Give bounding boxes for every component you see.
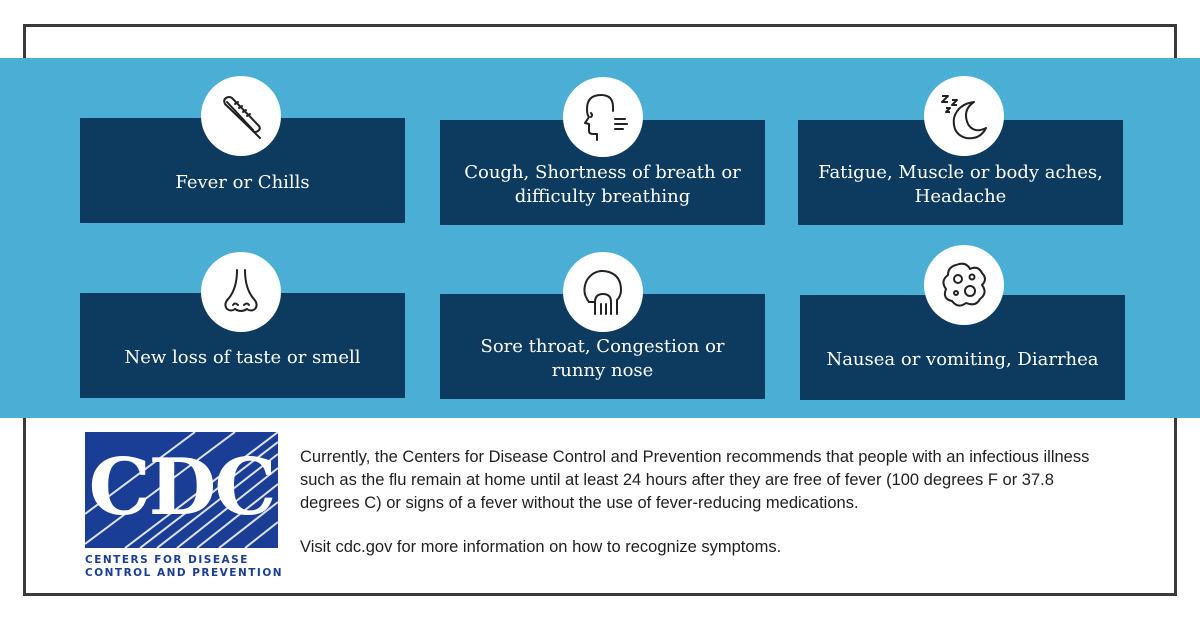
moon-sleep-icon [924,76,1004,156]
info-paragraph-visit: Visit cdc.gov for more information on how to recognize symptoms. [300,538,782,556]
thermometer-icon [201,76,281,156]
symptom-label: Nausea or vomiting, Diarrhea [826,348,1099,370]
stomach-icon [924,245,1004,325]
info-paragraph-recommendation: Currently, the Centers for Disease Control and Prevention recommends that people with an infectious illness such as the flu remain at home until at least 24 hours after they are free of fever (100 degrees F or 37.8 degrees C) or signs of a fever without the use of fever-reducing medications. [300,448,1090,512]
throat-icon [563,252,643,332]
symptom-label: Cough, Shortness of breath or difficulty breathing [464,161,741,207]
cdc-logo-line1: CENTERS FOR DISEASE [85,554,249,566]
cdc-logo [85,432,284,579]
cough-face-icon [563,77,643,157]
cdc-logo-box [85,432,278,548]
symptom-label: Fever or Chills [175,171,310,193]
symptom-label: Sore throat, Congestion or runny nose [480,335,725,381]
cdc-logo-letters: CDC [88,442,275,533]
cdc-logo-line2: CONTROL AND PREVENTION [85,567,284,579]
symptom-label: Fatigue, Muscle or body aches, Headache [818,161,1103,207]
symptom-label: New loss of taste or smell [124,346,361,368]
info-text [300,446,1110,559]
nose-icon [201,252,281,332]
